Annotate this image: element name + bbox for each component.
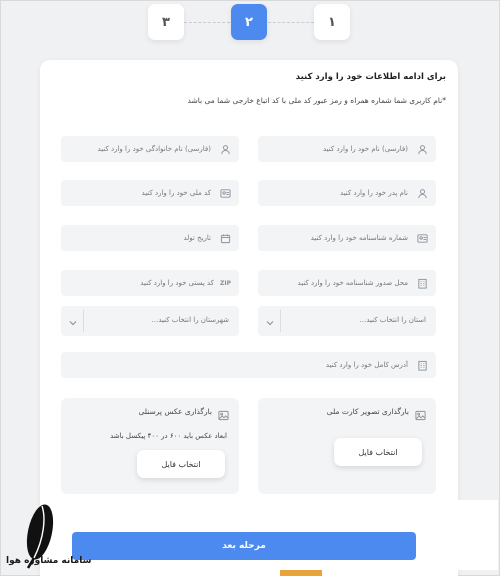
zip-icon: ZIP [220, 279, 231, 287]
last-name-placeholder: (فارسی) نام خانوادگی خود را وارد کنید [97, 145, 211, 153]
step-1[interactable]: ۱ [314, 4, 350, 40]
birth-date-placeholder: تاریخ تولد [183, 234, 211, 242]
user-icon [416, 187, 428, 199]
select-divider [280, 310, 281, 332]
building-icon [416, 277, 428, 289]
user-icon [219, 143, 231, 155]
father-name-field[interactable] [258, 180, 436, 206]
step-2-active[interactable]: ۲ [231, 4, 267, 40]
national-card-upload-header [327, 406, 426, 417]
personal-photo-upload-header [138, 406, 229, 417]
page-edge-strip [458, 500, 498, 570]
form-note: *نام کاربری شما شماره همراه و رمز عبور کد ملی با کد اتباع خارجی شما می باشد [187, 96, 446, 105]
select-divider [83, 310, 84, 332]
next-step-button[interactable]: مرحله بعد [72, 532, 416, 560]
stepper-connector [184, 22, 230, 23]
step-3[interactable]: ۳ [148, 4, 184, 40]
birth-cert-number-field[interactable] [258, 225, 436, 251]
chevron-down-icon[interactable] [264, 314, 276, 326]
last-name-field[interactable] [61, 136, 239, 162]
birth-cert-number-placeholder: شماره شناسنامه خود را وارد کنید [310, 234, 408, 242]
address-field[interactable] [61, 352, 436, 378]
image-icon [218, 406, 229, 417]
id-card-icon [416, 232, 428, 244]
first-name-field[interactable] [258, 136, 436, 162]
personal-photo-upload[interactable] [61, 398, 239, 494]
brand-name: سامانه مشاوره هوا [6, 556, 92, 566]
image-icon [415, 406, 426, 417]
city-placeholder: شهرستان را انتخاب کنید... [151, 316, 229, 324]
photo-size-note: ابعاد عکس باید ۶۰۰ در ۴۰۰ پیکسل باشد [110, 432, 227, 440]
building-icon [416, 359, 428, 371]
national-card-upload-label: بارگذاری تصویر کارت ملی [326, 407, 409, 416]
stepper-connector [268, 22, 314, 23]
chevron-down-icon[interactable] [67, 314, 79, 326]
form-title: برای ادامه اطلاعات خود را وارد کنید [295, 72, 446, 82]
orange-accent-bar [280, 570, 322, 576]
choose-file-button[interactable]: انتخاب فایل [137, 450, 225, 478]
city-select[interactable] [61, 306, 239, 336]
province-select[interactable] [258, 306, 436, 336]
father-name-placeholder: نام پدر خود را وارد کنید [340, 189, 408, 197]
national-code-placeholder: کد ملی خود را وارد کنید [141, 189, 211, 197]
issue-place-field[interactable] [258, 270, 436, 296]
province-placeholder: استان را انتخاب کنید... [359, 316, 426, 324]
calendar-icon [219, 232, 231, 244]
user-icon [416, 143, 428, 155]
first-name-placeholder: (فارسی) نام خود را وارد کنید [322, 145, 408, 153]
issue-place-placeholder: محل صدور شناسنامه خود را وارد کنید [297, 279, 408, 287]
id-card-icon [219, 187, 231, 199]
birth-date-field[interactable] [61, 225, 239, 251]
postal-code-field[interactable] [61, 270, 239, 296]
national-card-upload[interactable] [258, 398, 436, 494]
registration-form-card [40, 60, 458, 576]
choose-file-button[interactable]: انتخاب فایل [334, 438, 422, 466]
address-placeholder: آدرس کامل خود را وارد کنید [325, 361, 408, 369]
postal-code-placeholder: کد پستی خود را وارد کنید [140, 279, 215, 287]
national-code-field[interactable] [61, 180, 239, 206]
personal-photo-upload-label: بارگذاری عکس پرسنلی [138, 407, 212, 416]
